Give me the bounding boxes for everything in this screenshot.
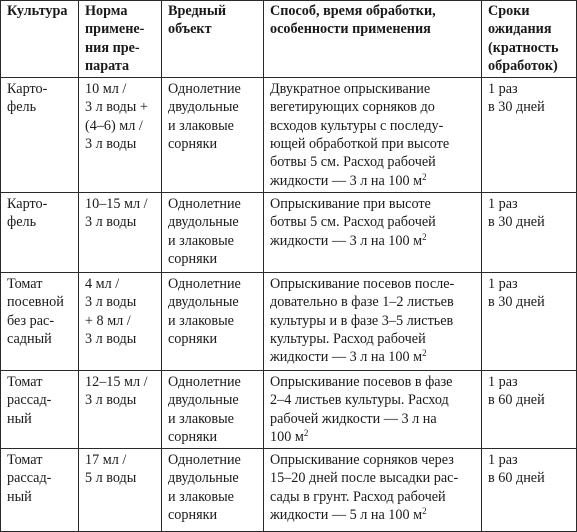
cell-target: Однолетние двудольные и злаковые сорняки — [162, 370, 264, 448]
header-target: Вредный объект — [162, 1, 264, 78]
header-rate: Норма примене- ния пре- парата — [79, 1, 162, 78]
cell-target: Однолетние двудольные и злаковые сорняки — [162, 272, 264, 370]
header-wait: Сроки ожидания (кратность обработок) — [482, 1, 577, 78]
cell-target: Однолетние двудольные и злаковые сорняки — [162, 449, 264, 532]
cell-wait: 1 раз в 60 дней — [482, 449, 577, 532]
cell-wait: 1 раз в 30 дней — [482, 78, 577, 193]
cell-crop: Карто- фель — [1, 192, 79, 272]
table-row — [1, 370, 577, 448]
cell-wait: 1 раз в 30 дней — [482, 192, 577, 272]
cell-wait: 1 раз в 30 дней — [482, 272, 577, 370]
cell-method: Опрыскивание сорняков через 15–20 дней после высадки рас- сады в грунт. Расход рабочей жидкости — 5 л на 100 $м^2$ — [264, 449, 482, 532]
cell-crop: Карто- фель — [1, 78, 79, 193]
cell-rate: 10–15 мл / 3 л воды — [79, 192, 162, 272]
table-row — [1, 272, 577, 370]
cell-crop: Томат рассад- ный — [1, 449, 79, 532]
cell-crop: Томат рассад- ный — [1, 370, 79, 448]
cell-target: Однолетние двудольные и злаковые сорняки — [162, 192, 264, 272]
table-row — [1, 78, 577, 193]
cell-rate: 4 мл / 3 л воды + 8 мл / 3 л воды — [79, 272, 162, 370]
cell-rate: 10 мл / 3 л воды + (4–6) мл / 3 л воды — [79, 78, 162, 193]
cell-method: Опрыскивание посевов в фазе 2–4 листьев культуры. Расход рабочей жидкости — 3 л на 100 $м^2$ — [264, 370, 482, 448]
cell-wait: 1 раз в 60 дней — [482, 370, 577, 448]
cell-rate: 17 мл / 5 л воды — [79, 449, 162, 532]
cell-method: Опрыскивание посевов после- довательно в фазе 1–2 листьев культуры и в фазе 3–5 листьев культуры. Расход рабочей жидкости — 3 л на 100 $м^2$ — [264, 272, 482, 370]
table-header-row — [1, 1, 577, 78]
cell-crop: Томат посевной без рас- садный — [1, 272, 79, 370]
header-crop: Культура — [1, 1, 79, 78]
table-row — [1, 192, 577, 272]
table-row — [1, 449, 577, 532]
header-method: Способ, время обработки, особенности применения — [264, 1, 482, 78]
cell-rate: 12–15 мл / 3 л воды — [79, 370, 162, 448]
cell-method: Опрыскивание при высоте ботвы 5 см. Расход рабочей жидкости — 3 л на 100 $м^2$ — [264, 192, 482, 272]
cell-method: Двукратное опрыскивание вегетирующих сорняков до всходов культуры с последу- ющей обработкой при высоте ботвы 5 см. Расход рабочей жидкости — 3 л на 100 $м^2$ — [264, 78, 482, 193]
cell-target: Однолетние двудольные и злаковые сорняки — [162, 78, 264, 193]
